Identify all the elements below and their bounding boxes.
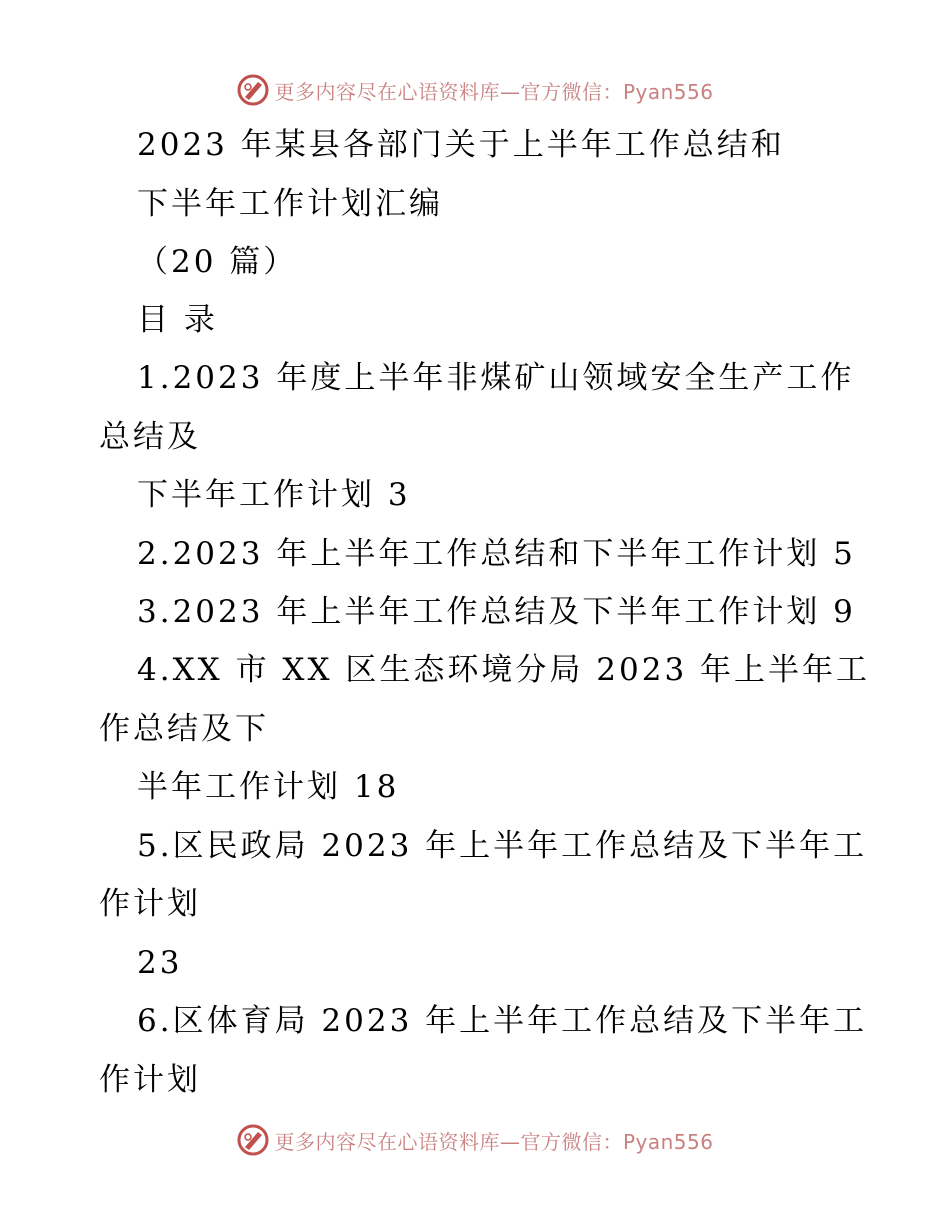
toc-item-2: 2.2023 年上半年工作总结和下半年工作计划 5 bbox=[137, 536, 856, 572]
pen-logo-icon bbox=[236, 1123, 270, 1157]
toc-item-1-cont: 总结及 bbox=[99, 419, 201, 455]
toc-item-4-cont-2: 半年工作计划 18 bbox=[137, 769, 400, 805]
toc-item-4: 4.XX 市 XX 区生态环境分局 2023 年上半年工 bbox=[137, 652, 871, 688]
toc-item-6: 6.区体育局 2023 年上半年工作总结及下半年工 bbox=[137, 1003, 868, 1039]
watermark-text: 更多内容尽在心语资料库—官方微信：Pyan556 bbox=[274, 1129, 714, 1154]
document-title-line-1: 2023 年某县各部门关于上半年工作总结和 bbox=[137, 127, 785, 163]
toc-item-5: 5.区民政局 2023 年上半年工作总结及下半年工 bbox=[137, 828, 868, 864]
toc-item-4-cont: 作总结及下 bbox=[99, 711, 269, 747]
toc-heading: 目 录 bbox=[137, 302, 218, 338]
toc-item-6-cont: 作计划 bbox=[99, 1062, 201, 1098]
toc-item-3: 3.2023 年上半年工作总结及下半年工作计划 9 bbox=[137, 594, 856, 630]
document-title-line-2: 下半年工作计划汇编 bbox=[137, 186, 443, 222]
watermark-footer bbox=[0, 1120, 950, 1160]
toc-item-1-cont-2: 下半年工作计划 3 bbox=[137, 477, 411, 513]
toc-item-5-cont: 作计划 bbox=[99, 886, 201, 922]
toc-item-5-page: 23 bbox=[137, 945, 183, 981]
document-count: （20 篇） bbox=[137, 244, 298, 280]
watermark-text: 更多内容尽在心语资料库—官方微信：Pyan556 bbox=[274, 79, 714, 104]
toc-item-1: 1.2023 年度上半年非煤矿山领域安全生产工作 bbox=[137, 360, 855, 396]
